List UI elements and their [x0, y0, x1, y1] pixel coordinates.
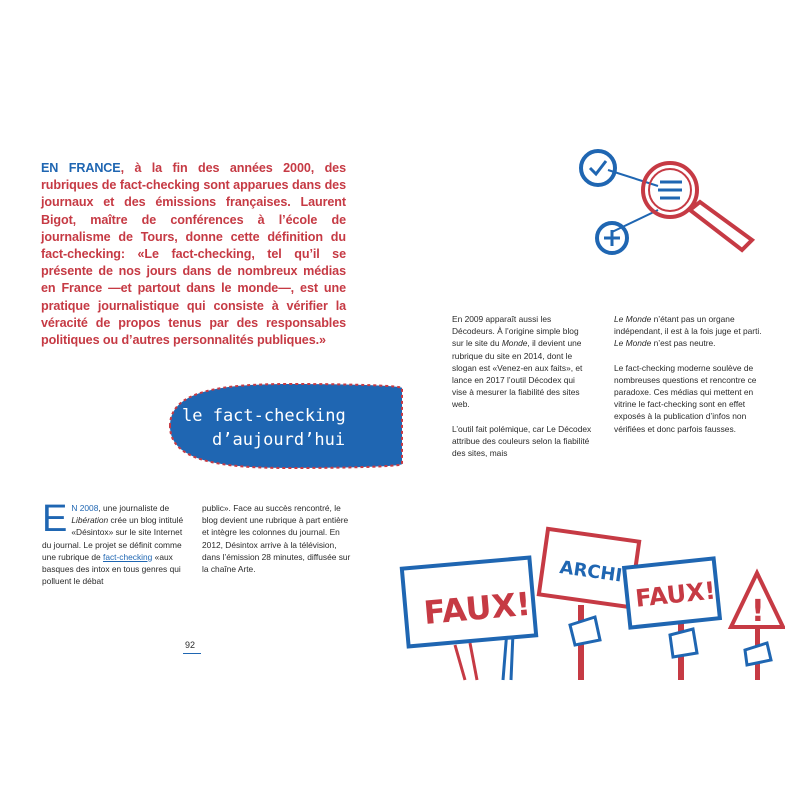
- column-bottom-center: [202, 502, 352, 587]
- check-circle-icon: [581, 151, 615, 185]
- banner-line-1: le fact-checking: [182, 406, 346, 426]
- warning-sign: [731, 573, 783, 680]
- drop-cap: E: [42, 498, 68, 540]
- magnifier-illustration: [570, 140, 770, 265]
- paragraph: Le fact-checking moderne soulève de nombreuses questions et rencontre ce paradoxe. Ces médias qui mettent en vitrine le fact-checking sont en effet exposés à la publication d’infos non vérifiées et donc parfois fausses.: [614, 362, 757, 434]
- column-right: [614, 313, 764, 447]
- intro-lead: EN FRANCE: [41, 161, 121, 175]
- italic-span: Le Monde: [614, 338, 652, 349]
- page-number-rule: [183, 653, 201, 654]
- section-banner: [160, 376, 410, 476]
- paragraph: L’outil fait polémique, car Le Décodex attribue des couleurs selon la fiabilité des sites, mais: [452, 423, 592, 459]
- magnifying-glass-icon: [643, 163, 752, 250]
- paragraph: [452, 313, 592, 411]
- intro-text: , à la fin des années 2000, des rubriques de fact-checking sont apparues dans des journaux et des émissions françaises. Laurent Bigot, maître de conférences à l’école de journalisme de Tours, donne cette définition du fact-checking: «Le fact-checking, tel qu’il se présente de nos jours dans de nombreux médias en France —et partout dans le monde—, est une pratique journalistique qui consiste à vérifier la véracité de propos tenus par des responsables politiques ou d’autres personnalités publiques.»: [41, 161, 346, 348]
- text-span: , il devient une rubrique du site en 2014, dont le slogan est «Venez-en aux faits», et lance en 2017 l’outil Décodex qui vise à mesurer la fiabilité des sites web.: [452, 338, 583, 410]
- text-span: crée un blog intitulé «Désintox» sur le site Internet du journal. Le projet se définit comme une rubrique de: [42, 515, 184, 562]
- paragraph: public». Face au succès rencontré, le blog devient une rubrique à part entière et intègre les colonnes du journal. En 2012, Désintox arrive à la télévision, dans l’émission 28 minutes, diffusée sur la chaîne Arte.: [202, 503, 351, 575]
- intro-paragraph: [41, 160, 346, 349]
- fact-checking-link[interactable]: fact-checking: [103, 551, 153, 562]
- sign-faux-2-text: FAUX!: [633, 576, 717, 613]
- column-bottom-left: [42, 498, 192, 587]
- text-span: En 2009 apparaît aussi les Décodeurs. À l’origine simple blog sur le site du: [452, 314, 579, 349]
- warning-sign-text: !: [751, 594, 765, 629]
- paragraph: [614, 313, 764, 350]
- plus-circle-icon: [597, 223, 627, 253]
- text-span: «aux basques des intox en tous genres qui polluent le débat: [42, 551, 181, 587]
- text-span: , une journaliste de: [98, 503, 170, 513]
- page-number: 92: [185, 640, 196, 650]
- italic-span: Le Monde: [614, 314, 652, 324]
- italic-span: Libération: [71, 515, 109, 526]
- protest-signs-illustration: [395, 525, 785, 685]
- year-highlight: N 2008: [71, 503, 99, 513]
- sign-archi-text: ARCHI: [558, 557, 624, 587]
- sign-faux-1: [402, 558, 536, 680]
- banner-line-2: d’aujourd’hui: [212, 430, 346, 450]
- column-middle: [452, 313, 592, 471]
- sign-faux-2: [624, 558, 720, 680]
- italic-span: Monde: [501, 338, 528, 349]
- sign-faux-1-text: FAUX!: [422, 584, 533, 632]
- text-span: n’étant pas un organe indépendant, il est à la fois juge et parti.: [614, 314, 762, 337]
- text-span: n’est pas neutre.: [651, 338, 716, 349]
- sign-archi: [539, 529, 639, 680]
